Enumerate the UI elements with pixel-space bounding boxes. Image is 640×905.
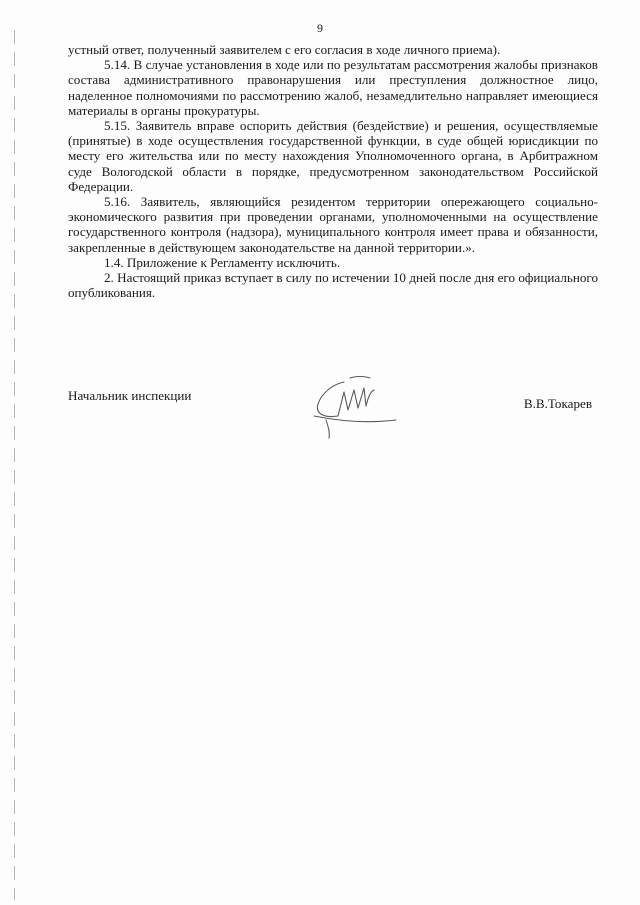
signatory-name: В.В.Токарев	[523, 396, 592, 411]
signature-block	[68, 388, 598, 458]
paragraph-continuation: устный ответ, полученный заявителем с его согласия в ходе личного приема).	[68, 42, 501, 57]
paragraph-5-16: 5.16. Заявитель, являющийся резидентом территории опережающего социально-экономического развития при проведении органами, уполномоченными на осуществление государственного контроля (надзора), муниципального контроля имеет права и обязанности, закрепленные в действующем законодательстве на данной территории.».	[68, 194, 598, 255]
paragraph-5-14: 5.14. В случае установления в ходе или по результатам рассмотрения жалобы признаков состава административного правонарушения или преступления должностное лицо, наделенное полномочиями по рассмотрению жалоб, незамедлительно направляет имеющиеся материалы в органы прокуратуры.	[68, 57, 598, 118]
scan-edge-line	[14, 30, 15, 900]
page-number: 9	[317, 21, 323, 35]
paragraph-2: 2. Настоящий приказ вступает в силу по истечении 10 дней после дня его официального опубликования.	[68, 270, 598, 301]
paragraph-1-4: 1.4. Приложение к Регламенту исключить.	[104, 254, 341, 270]
handwritten-signature	[304, 370, 404, 440]
signatory-title: Начальник инспекции	[68, 388, 192, 403]
document-body	[68, 42, 598, 300]
paragraph-5-15: 5.15. Заявитель вправе оспорить действия (бездействие) и решения, осуществляемые (принятые) в ходе осуществления государственной функции, в суде общей юрисдикции по месту его жительства или по месту нахождения Уполномоченного органа, в Арбитражном суде Вологодской области в порядке, предусмотренном законодательством Российской Федерации.	[68, 118, 598, 194]
